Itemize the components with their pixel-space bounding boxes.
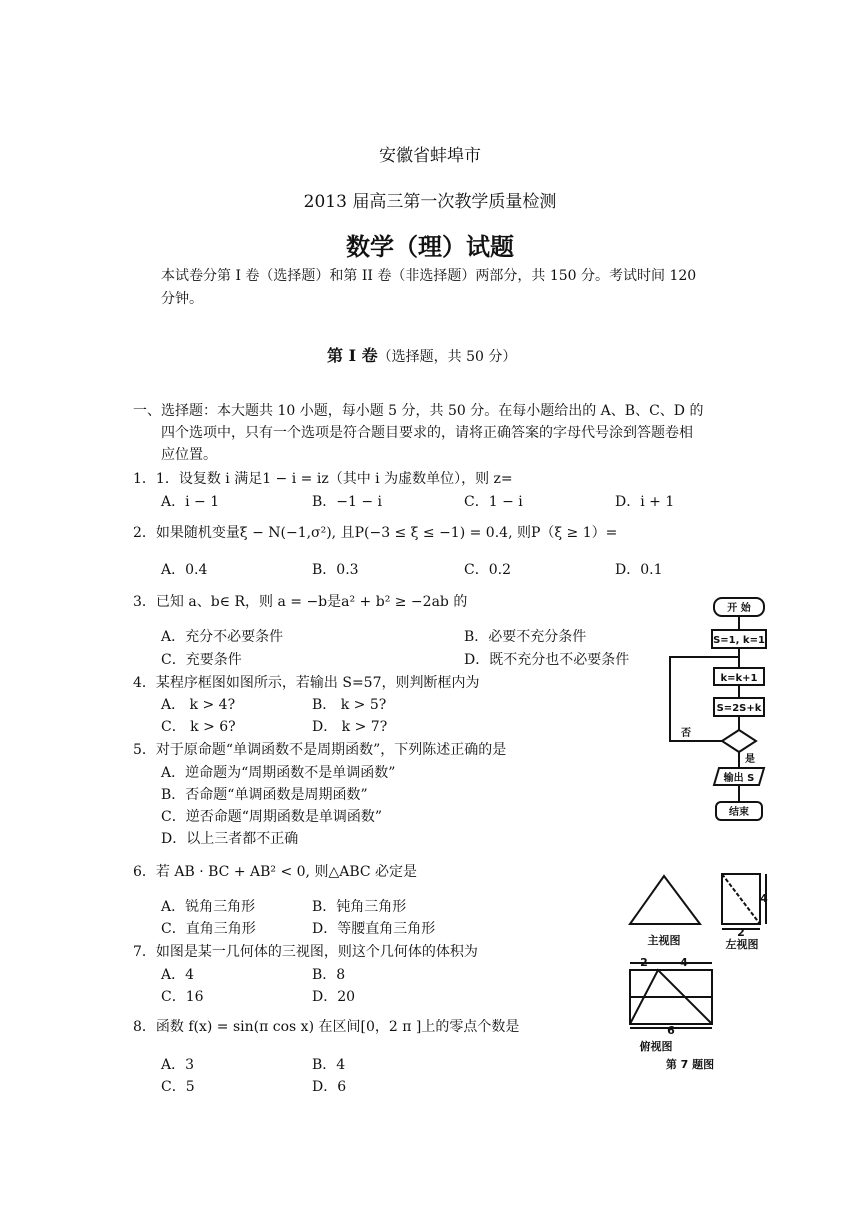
flow-update-label: S=2S+k (716, 703, 762, 714)
left-view-width-label: 2 (737, 926, 745, 939)
q1-option-c: C．1 − i (464, 494, 523, 510)
flow-no-label: 否 (681, 728, 691, 739)
q4-option-d: D． k > 7? (312, 719, 388, 735)
part-heading (327, 343, 516, 366)
q5-stem: 5．对于原命题“单调函数不是周期函数”，下列陈述正确的是 (133, 742, 507, 758)
doc-province: 安徽省蚌埠市 (379, 146, 481, 166)
section-line-2: 四个选项中，只有一个选项是符合题目要求的，请将正确答案的字母代号涂到答题卷相 (161, 425, 693, 441)
q7-option-c: C．16 (161, 989, 204, 1005)
left-view-height-label: 4 (760, 892, 768, 905)
q1-stem: 1．1．设复数 i 满足1 − i = iz（其中 i 为虚数单位），则 z= (133, 471, 513, 487)
q1-option-b: B．−1 − i (312, 494, 383, 510)
top-view-dim-width: 6 (667, 1024, 675, 1037)
doc-title: 数学（理）试题 (346, 232, 514, 261)
intro-line-2: 分钟。 (161, 291, 203, 307)
flow-output-label: 输出 S (723, 773, 755, 784)
flow-start-label: 开 始 (727, 603, 751, 614)
doc-exam-name: 2013 届高三第一次教学质量检测 (303, 192, 557, 212)
flow-yes-label: 是 (745, 754, 755, 765)
intro-line-1: 本试卷分第 I 卷（选择题）和第 II 卷（非选择题）两部分，共 150 分。考试时间 120 (161, 268, 697, 284)
q6-option-b: B．钝角三角形 (312, 899, 407, 915)
q7-option-d: D．20 (312, 989, 356, 1005)
part-sub: （选择题，共 50 分） (377, 349, 517, 365)
q2-option-d: D．0.1 (615, 562, 663, 578)
q8-option-a: A．3 (161, 1057, 195, 1073)
flow-decision-diamond (722, 730, 756, 752)
q2-option-c: C．0.2 (464, 562, 511, 578)
q8-option-b: B．4 (312, 1057, 346, 1073)
q6-option-c: C．直角三角形 (161, 921, 256, 937)
q5-option-c: C．逆否命题“周期函数是单调函数” (161, 809, 383, 825)
q3-option-d: D．既不充分也不必要条件 (464, 652, 630, 668)
q4-stem: 4．某程序框图如图所示，若输出 S=57，则判断框内为 (133, 675, 480, 691)
q8-option-c: C．5 (161, 1079, 195, 1095)
q8-stem: 8．函数 f(x) = sin(π cos x) 在区间[0，2 π ]上的零点个数是 (133, 1019, 520, 1035)
front-view-caption: 主视图 (647, 934, 681, 947)
flow-init-label: S=1, k=1 (713, 635, 765, 646)
flow-end-label: 结束 (729, 807, 749, 818)
q4-option-b: B． k > 5? (312, 697, 387, 713)
q3-option-b: B．必要不充分条件 (464, 629, 587, 645)
q7-stem: 7．如图是某一几何体的三视图，则这个几何体的体积为 (133, 944, 478, 960)
q5-option-a: A．逆命题为“周期函数不是单调函数” (161, 765, 396, 781)
top-view-caption: 俯视图 (639, 1040, 673, 1053)
q6-option-a: A．锐角三角形 (161, 899, 256, 915)
figure-7-caption: 第 7 题图 (665, 1058, 715, 1071)
left-view-diagonal (722, 874, 760, 924)
q6-stem: 6．若 AB · BC + AB² < 0, 则△ABC 必定是 (133, 864, 418, 880)
q7-option-b: B．8 (312, 967, 346, 983)
part-main: 第 Ⅰ 卷 (327, 346, 378, 365)
section-line-1: 一、选择题：本大题共 10 小题，每小题 5 分，共 50 分。在每小题给出的 A、B、C、D 的 (133, 403, 704, 419)
q1-option-d: D．i + 1 (615, 494, 675, 510)
q3-option-c: C．充要条件 (161, 652, 242, 668)
q3-option-a: A．充分不必要条件 (161, 629, 284, 645)
section-line-3: 应位置。 (161, 447, 217, 463)
top-view-dim-b: 4 (680, 956, 688, 969)
front-view-triangle (630, 876, 700, 924)
three-views-figure (620, 866, 784, 1076)
left-view-caption: 左视图 (725, 938, 759, 951)
q2-option-a: A．0.4 (161, 562, 208, 578)
q3-stem: 3．已知 a、b∈ R，则 a = −b是a² + b² ≥ −2ab 的 (133, 594, 468, 610)
q2-stem: 2．如果随机变量ξ − N(−1,σ²), 且P(−3 ≤ ξ ≤ −1) = 0.4, 则P（ξ ≥ 1）= (133, 525, 618, 541)
q4-option-c: C． k > 6? (161, 719, 236, 735)
q5-option-d: D．以上三者都不正确 (161, 831, 299, 847)
q8-option-d: D．6 (312, 1079, 347, 1095)
q4-option-a: A． k > 4? (161, 697, 236, 713)
q5-option-b: B．否命题“单调函数是周期函数” (161, 787, 368, 803)
q6-option-d: D．等腰直角三角形 (312, 921, 436, 937)
top-view-dim-a: 2 (640, 956, 648, 969)
q7-option-a: A．4 (161, 967, 195, 983)
flow-inc-label: k=k+1 (720, 673, 758, 684)
q1-option-a: A．i − 1 (161, 494, 220, 510)
flowchart-figure (664, 594, 784, 830)
q2-option-b: B．0.3 (312, 562, 359, 578)
